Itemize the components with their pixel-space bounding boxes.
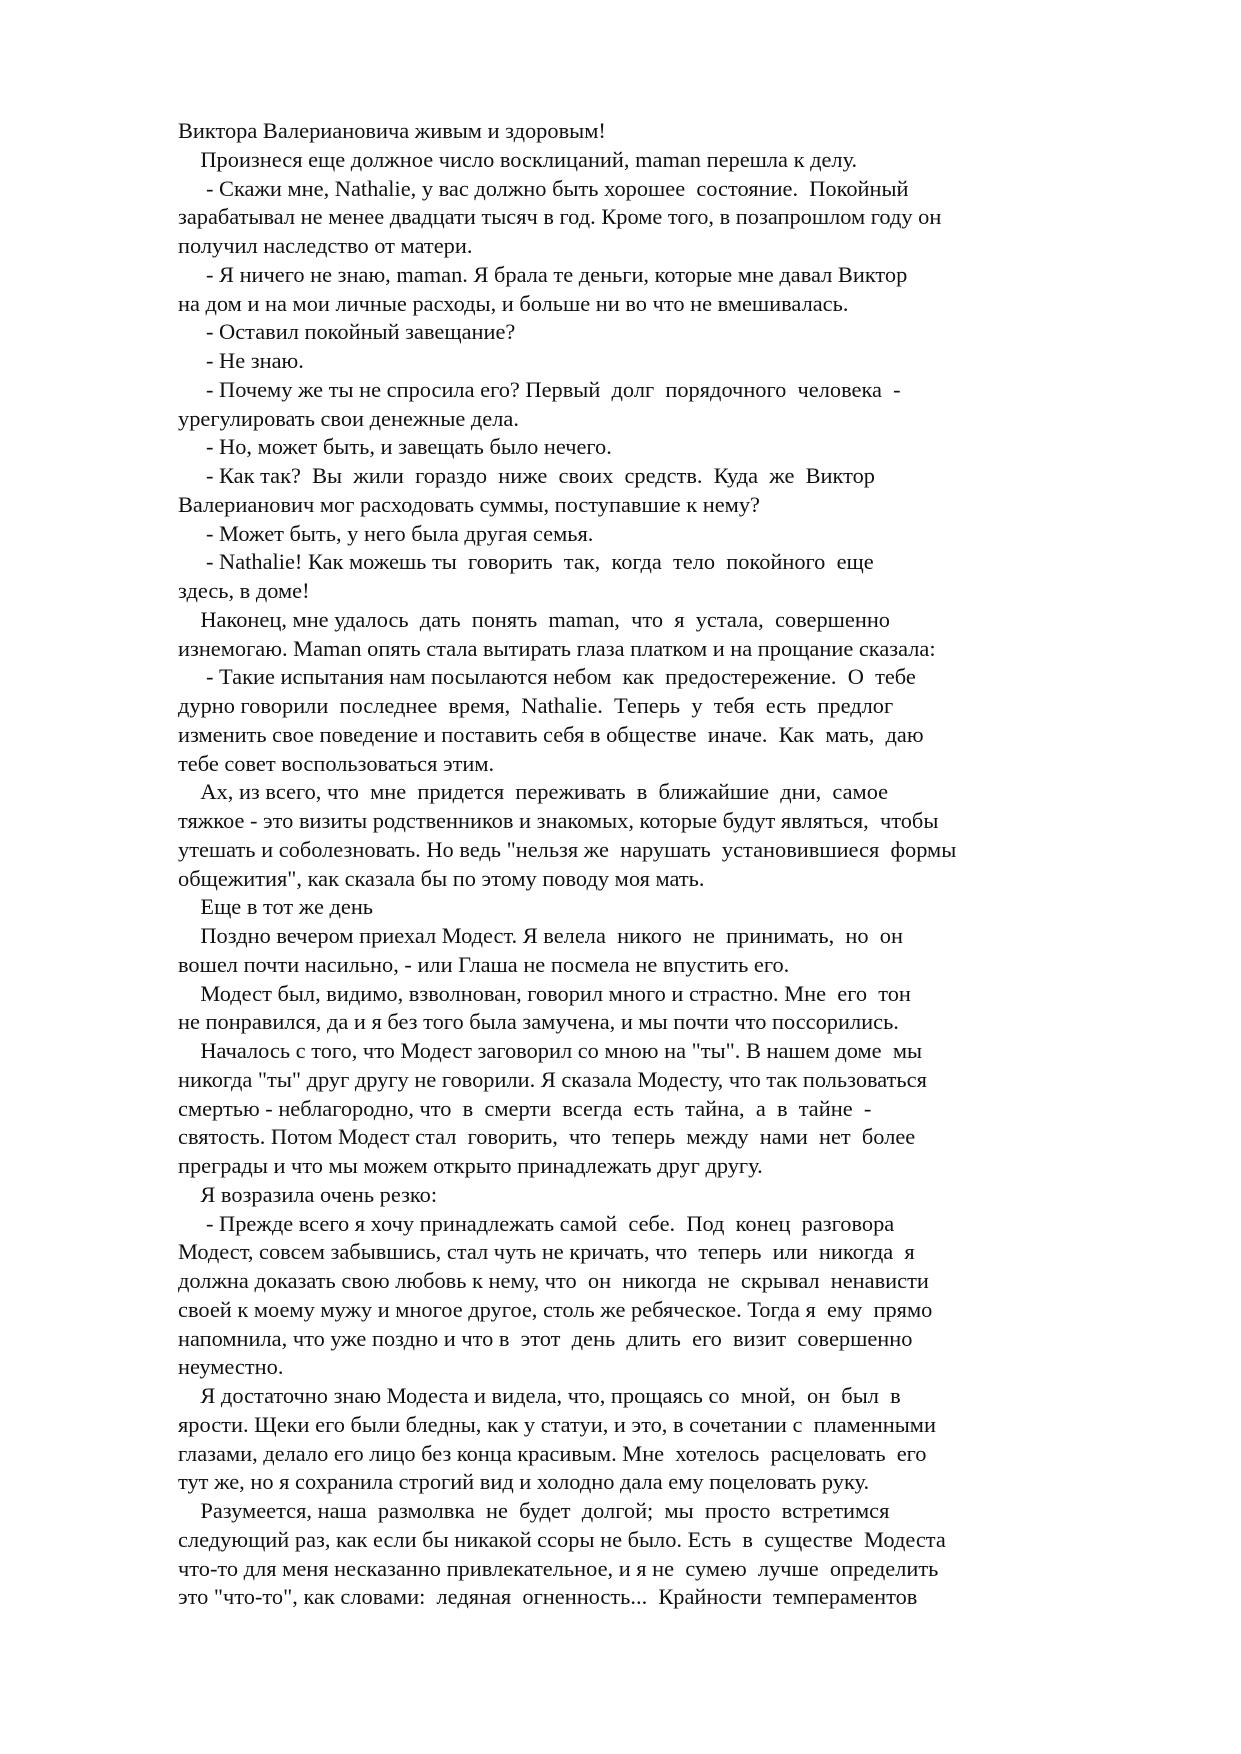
text-line: Виктора Валериановича живым и здоровым! (178, 118, 606, 143)
text-line: Валерианович мог расходовать суммы, поступавшие к нему? (178, 491, 760, 517)
text-line: изменить свое поведение и поставить себя в обществе иначе. Как мать, даю (178, 721, 924, 747)
text-line: Я достаточно знаю Модеста и видела, что, прощаясь со мной, он был в (178, 1383, 901, 1408)
text-line: напомнила, что уже поздно и что в этот день длить его визит совершенно (178, 1325, 913, 1351)
text-line: своей к моему мужу и многое другое, столь же ребяческое. Тогда я ему прямо (178, 1296, 933, 1322)
text-line: Разумеется, наша размолвка не будет долгой; мы просто встретимся (178, 1498, 890, 1523)
text-line: Я возразила очень резко: (178, 1181, 438, 1207)
text-line: на дом и на мои личные расходы, и больше ни во что не вмешивалась. (178, 290, 849, 316)
text-line: здесь, в доме! (178, 578, 310, 603)
text-line: не понравился, да и я без того была замучена, и мы почти что поссорились. (178, 1009, 899, 1035)
text-line: это "что-то", как словами: ледяная огненность... Крайности темпераментов (178, 1584, 918, 1610)
text-line: что-то для меня несказанно привлекательное, и я не сумею лучше определить (178, 1555, 939, 1581)
text-line: утешать и соболезновать. Но ведь "нельзя же нарушать установившиеся формы (178, 836, 957, 862)
text-line: Ах, из всего, что мне придется переживать в ближайшие дни, самое (178, 779, 889, 805)
text-line: - Как так? Вы жили гораздо ниже своих средств. Куда же Виктор (178, 463, 875, 488)
text-line: зарабатывал не менее двадцати тысяч в год. Кроме того, в позапрошлом году он (178, 204, 942, 230)
text-line: - Оставил покойный завещание? (178, 319, 516, 345)
text-line: - Nathalie! Как можешь ты говорить так, когда тело покойного еще (178, 549, 874, 575)
text-line: ярости. Щеки его были бледны, как у статуи, и это, в сочетании с пламенными (178, 1411, 936, 1437)
text-line: тут же, но я сохранила строгий вид и холодно дала ему поцеловать руку. (178, 1469, 870, 1495)
text-line: Модест был, видимо, взволнован, говорил много и страстно. Мне его тон (178, 980, 911, 1006)
text-line: Модест, совсем забывшись, стал чуть не кричать, что теперь или никогда я (178, 1239, 915, 1265)
text-line: изнемогаю. Maman опять стала вытирать глаза платком и на прощание сказала: (178, 635, 936, 661)
text-line: Поздно вечером приехал Модест. Я велела никого не принимать, но он (178, 923, 903, 948)
text-line: - Такие испытания нам посылаются небом как предостережение. О тебе (178, 664, 916, 690)
text-line: должна доказать свою любовь к нему, что он никогда не скрывал ненависти (178, 1268, 929, 1293)
text-line: получил наследство от матери. (178, 233, 473, 258)
document-page (178, 117, 1064, 1612)
text-line: святость. Потом Модест стал говорить, что теперь между нами нет более (178, 1124, 916, 1150)
text-line: дурно говорили последнее время, Nathalie. Теперь у тебя есть предлог (178, 693, 894, 718)
text-line: преграды и что мы можем открыто принадлежать друг другу. (178, 1153, 763, 1178)
text-line: тяжкое - это визиты родственников и знакомых, которые будут являться, чтобы (178, 808, 939, 833)
text-line: - Почему же ты не спросила его? Первый долг порядочного человека - (178, 376, 901, 402)
text-line: Началось с того, что Модест заговорил со мною на "ты". В нашем доме мы (178, 1038, 923, 1063)
text-line: - Я ничего не знаю, maman. Я брала те деньги, которые мне давал Виктор (178, 261, 908, 287)
text-line: Произнеся еще должное число восклицаний, maman перешла к делу. (178, 146, 858, 172)
text-line: тебе совет воспользоваться этим. (178, 750, 495, 776)
text-line: следующий раз, как если бы никакой ссоры не было. Есть в существе Модеста (178, 1526, 946, 1552)
text-line: никогда "ты" друг другу не говорили. Я сказала Модесту, что так пользоваться (178, 1066, 927, 1092)
text-line: смертью - неблагородно, что в смерти всегда есть тайна, а в тайне - (178, 1095, 872, 1121)
text-line: урегулировать свои денежные дела. (178, 405, 519, 431)
text-line: - Но, может быть, и завещать было нечего. (178, 434, 612, 460)
text-line: - Может быть, у него была другая семья. (178, 520, 594, 546)
text-line: - Скажи мне, Nathalie, у вас должно быть хорошее состояние. Покойный (178, 175, 909, 201)
text-line: Наконец, мне удалось дать понять maman, что я устала, совершенно (178, 606, 891, 632)
text-line: неуместно. (178, 1354, 284, 1380)
text-line: глазами, делало его лицо без конца красивым. Мне хотелось расцеловать его (178, 1440, 927, 1466)
text-line: общежития", как сказала бы по этому поводу моя мать. (178, 865, 705, 891)
text-line: вошел почти насильно, - или Глаша не посмела не впустить его. (178, 951, 790, 977)
text-line: - Не знаю. (178, 348, 304, 373)
text-line: Еще в тот же день (178, 894, 374, 920)
text-line: - Прежде всего я хочу принадлежать самой себе. Под конец разговора (178, 1210, 895, 1236)
